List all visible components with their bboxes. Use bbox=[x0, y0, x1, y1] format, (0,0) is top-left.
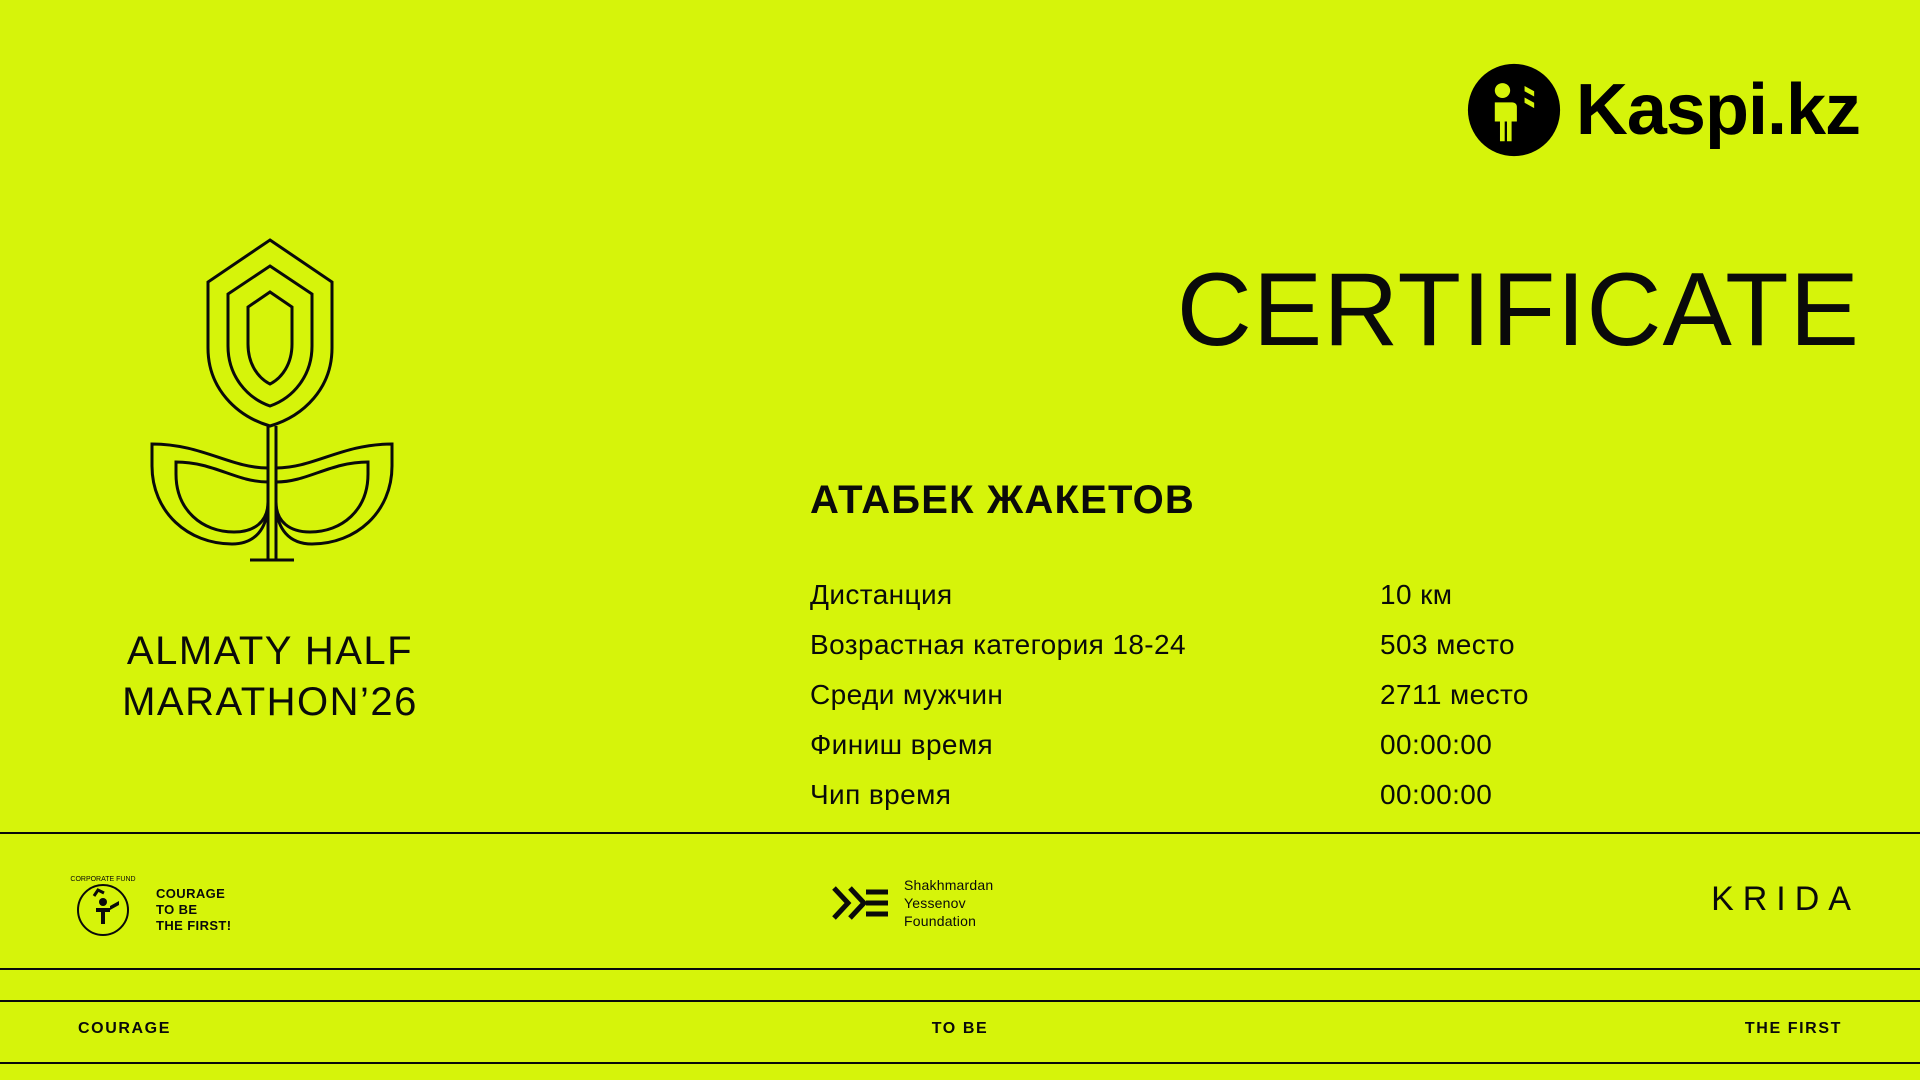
partner-yessenov-line2: Yessenov bbox=[904, 895, 966, 912]
sponsor-logo bbox=[1466, 62, 1860, 158]
tulip-emblem-icon bbox=[90, 230, 450, 600]
partner-courage-fund bbox=[60, 872, 232, 948]
partner-yessenov-line3: Foundation bbox=[904, 913, 977, 930]
divider bbox=[0, 1000, 1920, 1002]
partner-logos bbox=[0, 860, 1920, 964]
tagline-left: COURAGE bbox=[78, 1020, 171, 1037]
table-row bbox=[810, 570, 1600, 620]
result-label: Возрастная категория 18-24 bbox=[810, 629, 1186, 660]
yessenov-foundation-icon bbox=[830, 882, 894, 924]
event-title bbox=[60, 626, 480, 728]
divider bbox=[0, 968, 1920, 970]
event-title-line1: ALMATY HALF bbox=[126, 629, 414, 673]
partner-courage-line2: TO BE bbox=[156, 901, 198, 917]
results-table bbox=[810, 570, 1600, 820]
partner-courage-line3: THE FIRST! bbox=[156, 918, 232, 934]
result-value: 00:00:00 bbox=[1380, 779, 1493, 810]
result-label: Финиш время bbox=[810, 729, 994, 760]
result-value: 2711 место bbox=[1380, 679, 1529, 710]
athlete-name: АТАБЕК ЖАКЕТОВ bbox=[810, 478, 1196, 522]
event-emblem bbox=[60, 230, 480, 728]
tagline-right: THE FIRST bbox=[1744, 1020, 1842, 1037]
table-row bbox=[810, 670, 1600, 720]
page-title: CERTIFICATE bbox=[1176, 252, 1860, 368]
divider bbox=[0, 1062, 1920, 1064]
partner-yessenov-line1: Shakhmardan bbox=[904, 877, 994, 893]
event-title-line2: MARATHON’26 bbox=[122, 680, 418, 725]
tagline-middle: TO BE bbox=[931, 1020, 989, 1037]
kaspi-logo-icon bbox=[1466, 62, 1562, 158]
partner-yessenov-text bbox=[904, 876, 993, 931]
svg-text:CORPORATE FUND: CORPORATE FUND bbox=[70, 876, 136, 883]
partner-yessenov-foundation bbox=[830, 876, 993, 931]
result-value: 00:00:00 bbox=[1380, 729, 1493, 760]
table-row bbox=[810, 620, 1600, 670]
result-label: Среди мужчин bbox=[810, 679, 1004, 710]
partner-krida: KRIDA bbox=[1711, 880, 1860, 918]
result-label: Чип время bbox=[810, 779, 952, 810]
partner-courage-text bbox=[156, 886, 232, 935]
table-row bbox=[810, 720, 1600, 770]
partner-courage-line1: COURAGE bbox=[156, 885, 226, 901]
table-row bbox=[810, 770, 1600, 820]
sponsor-name: Kaspi.kz bbox=[1575, 70, 1860, 150]
result-label: Дистанция bbox=[810, 579, 953, 610]
divider bbox=[0, 832, 1920, 834]
courage-fund-icon bbox=[60, 872, 146, 948]
result-value: 503 место bbox=[1380, 629, 1516, 660]
result-value: 10 км bbox=[1380, 579, 1453, 610]
footer-tagline bbox=[0, 1014, 1920, 1048]
